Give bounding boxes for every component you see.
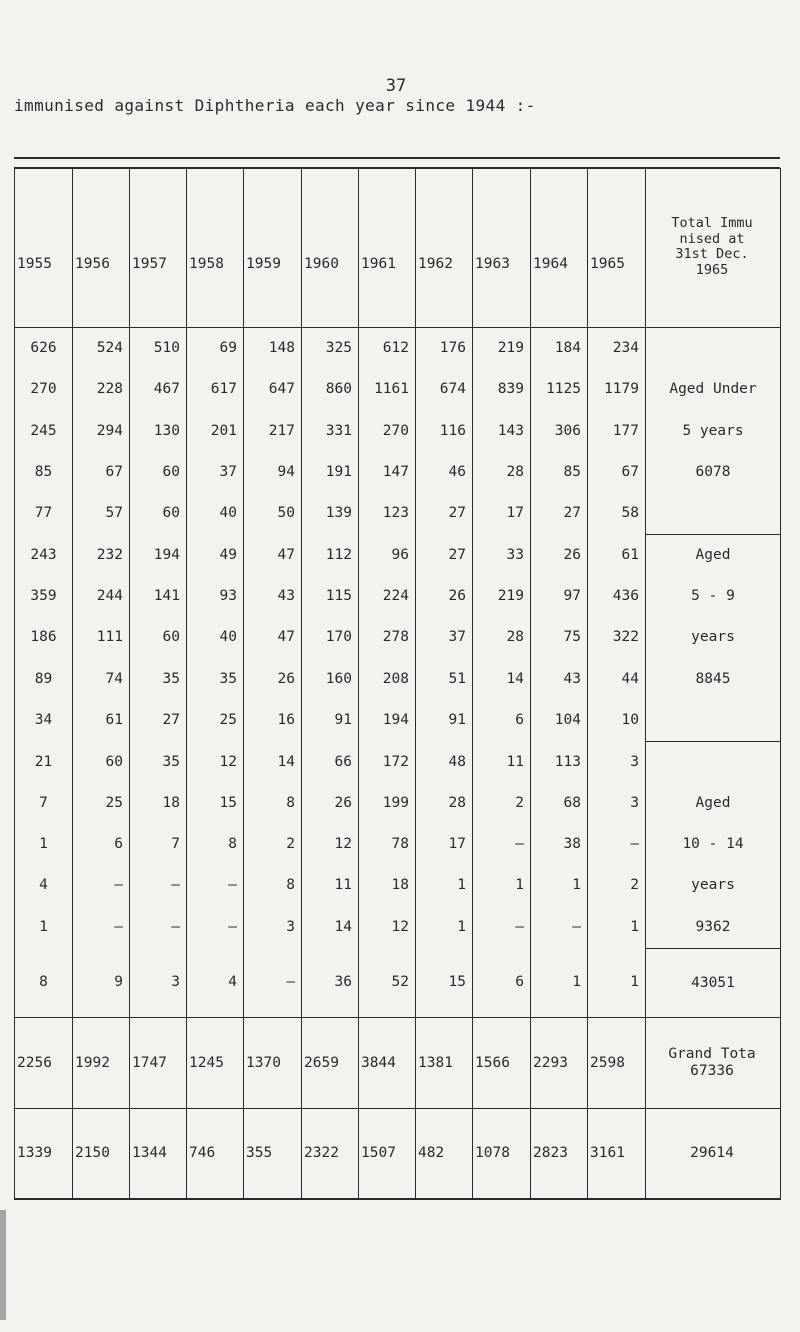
table-cell: – [130, 906, 187, 948]
table-cell: 12 [302, 824, 359, 865]
table-cell: 1 [15, 824, 73, 865]
table-cell: 60 [130, 493, 187, 535]
final-cell: 1507 [359, 1108, 416, 1199]
table-cell: 68 [531, 783, 588, 824]
column-header-year: 1962 [416, 168, 473, 327]
table-cell: 27 [416, 534, 473, 576]
table-cell: 139 [302, 493, 359, 535]
table-cell: 278 [359, 617, 416, 658]
table-cell: 6 [473, 948, 531, 1018]
table-cell: 1 [588, 948, 646, 1018]
table-cell: 245 [15, 410, 73, 451]
column-header-year: 1955 [15, 168, 73, 327]
header-note-line: Total Immu [671, 215, 753, 232]
table-cell: 7 [130, 824, 187, 865]
sum-cell: 1747 [130, 1018, 187, 1108]
table-cell: 10 [588, 699, 646, 741]
table-cell: 839 [473, 369, 531, 410]
table-cell: 67 [73, 451, 130, 492]
table-cell: 8 [244, 783, 302, 824]
table-cell: 36 [302, 948, 359, 1018]
sum-cell: 3844 [359, 1018, 416, 1108]
table-cell: 467 [130, 369, 187, 410]
table-cell: 37 [187, 451, 244, 492]
table-cell: 61 [73, 699, 130, 741]
table-cell: – [73, 865, 130, 906]
table-cell: 49 [187, 534, 244, 576]
table-row [15, 783, 781, 824]
table-cell: 27 [130, 699, 187, 741]
sum-cell: 2598 [588, 1018, 646, 1108]
table-cell: 147 [359, 451, 416, 492]
table-cell: 34 [15, 699, 73, 741]
table-row [15, 327, 781, 369]
table-cell: 232 [73, 534, 130, 576]
table-cell: 27 [416, 493, 473, 535]
table-cell: 4 [15, 865, 73, 906]
age-group-note: years [646, 617, 781, 658]
header-row [15, 168, 781, 327]
table-cell: – [473, 906, 531, 948]
table-cell: 21 [15, 741, 73, 783]
table-cell: 228 [73, 369, 130, 410]
table-cell: 113 [531, 741, 588, 783]
table-cell: 201 [187, 410, 244, 451]
table-row [15, 534, 781, 576]
table-cell: 170 [302, 617, 359, 658]
table-cell: 28 [473, 451, 531, 492]
table-cell: 176 [416, 327, 473, 369]
table-cell: 28 [416, 783, 473, 824]
age-group-note: 8845 [646, 658, 781, 699]
table-cell: 11 [302, 865, 359, 906]
table-cell: 97 [531, 576, 588, 617]
final-cell: 2150 [73, 1108, 130, 1199]
column-header-year: 1959 [244, 168, 302, 327]
sum-cell: 2293 [531, 1018, 588, 1108]
scan-mark [0, 1210, 6, 1320]
age-group-note: 10 - 14 [646, 824, 781, 865]
table-cell: 35 [130, 658, 187, 699]
table-cell: 48 [416, 741, 473, 783]
table-cell: 67 [588, 451, 646, 492]
column-header-year: 1965 [588, 168, 646, 327]
table-cell: 47 [244, 617, 302, 658]
table-cell: 77 [15, 493, 73, 535]
table-cell: 8 [187, 824, 244, 865]
final-cell: 1344 [130, 1108, 187, 1199]
table-cell: 26 [531, 534, 588, 576]
table-cell: 123 [359, 493, 416, 535]
table-cell: 6 [73, 824, 130, 865]
table-cell: 75 [531, 617, 588, 658]
row-total-note: 43051 [646, 948, 781, 1018]
table-cell: 17 [416, 824, 473, 865]
table-cell: 40 [187, 493, 244, 535]
table-cell: 15 [416, 948, 473, 1018]
table-cell: 143 [473, 410, 531, 451]
table-cell: 40 [187, 617, 244, 658]
column-header-year: 1957 [130, 168, 187, 327]
age-group-note [646, 741, 781, 783]
sum-row [15, 1018, 781, 1108]
table-cell: 112 [302, 534, 359, 576]
table-cell: 47 [244, 534, 302, 576]
table-cell: 234 [588, 327, 646, 369]
grand-total-line: 67336 [690, 1062, 734, 1079]
column-header-year: 1960 [302, 168, 359, 327]
age-group-note: Aged [646, 783, 781, 824]
table-cell: 27 [531, 493, 588, 535]
table-cell: 14 [302, 906, 359, 948]
table-cell: 674 [416, 369, 473, 410]
table-cell: – [187, 906, 244, 948]
grand-total-line: Grand Tota [668, 1046, 756, 1063]
table-cell: 111 [73, 617, 130, 658]
age-group-note: 6078 [646, 451, 781, 492]
table-cell: 436 [588, 576, 646, 617]
table-cell: 104 [531, 699, 588, 741]
table-cell: 524 [73, 327, 130, 369]
table-cell: 8 [15, 948, 73, 1018]
table-cell: 243 [15, 534, 73, 576]
table-cell: 74 [73, 658, 130, 699]
table-cell: 141 [130, 576, 187, 617]
table-cell: 57 [73, 493, 130, 535]
table-cell: 510 [130, 327, 187, 369]
table-cell: 25 [187, 699, 244, 741]
table-cell: 85 [15, 451, 73, 492]
age-group-note [646, 493, 781, 535]
table-cell: – [130, 865, 187, 906]
table-cell: 2 [244, 824, 302, 865]
final-cell: 3161 [588, 1108, 646, 1199]
table-cell: 294 [73, 410, 130, 451]
final-cell: 355 [244, 1108, 302, 1199]
table-cell: 91 [416, 699, 473, 741]
table-cell: 186 [15, 617, 73, 658]
sum-cell: 1566 [473, 1018, 531, 1108]
table-cell: 160 [302, 658, 359, 699]
table-cell: 270 [15, 369, 73, 410]
final-total-note: 29614 [646, 1108, 781, 1199]
table-cell: 325 [302, 327, 359, 369]
table-cell: 3 [588, 783, 646, 824]
table-row [15, 741, 781, 783]
table-cell: 44 [588, 658, 646, 699]
sum-cell: 2256 [15, 1018, 73, 1108]
sum-cell: 1370 [244, 1018, 302, 1108]
table-cell: 85 [531, 451, 588, 492]
table-cell: 3 [244, 906, 302, 948]
table-cell: 11 [473, 741, 531, 783]
table-cell: 1 [416, 906, 473, 948]
age-group-note [646, 327, 781, 369]
table-cell: 35 [187, 658, 244, 699]
table-cell: 37 [416, 617, 473, 658]
table-cell: 43 [244, 576, 302, 617]
table-cell: 270 [359, 410, 416, 451]
final-cell: 2823 [531, 1108, 588, 1199]
table-cell: 8 [244, 865, 302, 906]
table-cell: 69 [187, 327, 244, 369]
table-heading: immunised against Diphtheria each year since 1944 :- [14, 96, 536, 115]
table-cell: 612 [359, 327, 416, 369]
age-group-note: 5 years [646, 410, 781, 451]
table-row [15, 410, 781, 451]
sum-cell: 1992 [73, 1018, 130, 1108]
table-cell: 38 [531, 824, 588, 865]
immunisation-table [14, 168, 781, 1200]
table-cell: 3 [588, 741, 646, 783]
table-cell: 1 [15, 906, 73, 948]
table-cell: 18 [130, 783, 187, 824]
table-cell: 219 [473, 576, 531, 617]
column-header-year: 1956 [73, 168, 130, 327]
table-cell: 18 [359, 865, 416, 906]
table-cell: 9 [73, 948, 130, 1018]
table-cell: 93 [187, 576, 244, 617]
table-cell: 116 [416, 410, 473, 451]
table-cell: 2 [588, 865, 646, 906]
table-cell: 3 [130, 948, 187, 1018]
header-note-line: 31st Dec. [675, 246, 749, 263]
table-cell: 16 [244, 699, 302, 741]
table-cell: 1125 [531, 369, 588, 410]
age-group-note: years [646, 865, 781, 906]
table-cell: 860 [302, 369, 359, 410]
table-cell: 2 [473, 783, 531, 824]
table-cell: 60 [73, 741, 130, 783]
column-header-total [646, 168, 781, 327]
table-cell: 89 [15, 658, 73, 699]
table-cell: 35 [130, 741, 187, 783]
table-cell: 7 [15, 783, 73, 824]
header-note-line: 1965 [695, 261, 729, 278]
table-cell: 26 [302, 783, 359, 824]
table-cell: 51 [416, 658, 473, 699]
table-cell: 46 [416, 451, 473, 492]
table-cell: 219 [473, 327, 531, 369]
table-cell: – [244, 948, 302, 1018]
table-cell: 4 [187, 948, 244, 1018]
table-row [15, 576, 781, 617]
table-cell: 78 [359, 824, 416, 865]
table-row [15, 865, 781, 906]
table-cell: 194 [130, 534, 187, 576]
table-cell: 115 [302, 576, 359, 617]
sum-cell: 2659 [302, 1018, 359, 1108]
table-cell: – [531, 906, 588, 948]
table-cell: 96 [359, 534, 416, 576]
table-cell: 12 [359, 906, 416, 948]
table-cell: 1 [473, 865, 531, 906]
page-number: 37 [385, 76, 407, 96]
table-cell: 647 [244, 369, 302, 410]
table-cell: 331 [302, 410, 359, 451]
final-cell: 746 [187, 1108, 244, 1199]
table-row [15, 948, 781, 1018]
sum-cell: 1381 [416, 1018, 473, 1108]
table-cell: 52 [359, 948, 416, 1018]
table-row [15, 658, 781, 699]
table-cell: 322 [588, 617, 646, 658]
column-header-year: 1963 [473, 168, 531, 327]
final-cell: 1078 [473, 1108, 531, 1199]
table-cell: 617 [187, 369, 244, 410]
table-cell: 66 [302, 741, 359, 783]
table-cell: 306 [531, 410, 588, 451]
table-row [15, 617, 781, 658]
table-cell: 359 [15, 576, 73, 617]
table-cell: 1 [416, 865, 473, 906]
table-row [15, 824, 781, 865]
final-cell: 2322 [302, 1108, 359, 1199]
table-cell: 626 [15, 327, 73, 369]
table-cell: 244 [73, 576, 130, 617]
table-cell: 60 [130, 617, 187, 658]
table-cell: 177 [588, 410, 646, 451]
table-row [15, 699, 781, 741]
table-cell: 172 [359, 741, 416, 783]
table-cell: – [73, 906, 130, 948]
sum-cell: 1245 [187, 1018, 244, 1108]
table-cell: 199 [359, 783, 416, 824]
table-row [15, 906, 781, 948]
table-cell: – [588, 824, 646, 865]
table-cell: 1 [531, 948, 588, 1018]
table-cell: 25 [73, 783, 130, 824]
header-note-line: nised at [679, 230, 745, 247]
table-cell: 15 [187, 783, 244, 824]
table-cell: 33 [473, 534, 531, 576]
table-cell: 60 [130, 451, 187, 492]
age-group-note: Aged Under [646, 369, 781, 410]
age-group-note: 9362 [646, 906, 781, 948]
table-cell: 194 [359, 699, 416, 741]
age-group-note: Aged [646, 534, 781, 576]
final-cell: 1339 [15, 1108, 73, 1199]
table-cell: 148 [244, 327, 302, 369]
table-cell: 1 [531, 865, 588, 906]
table-cell: 91 [302, 699, 359, 741]
table-cell: 50 [244, 493, 302, 535]
column-header-year: 1964 [531, 168, 588, 327]
table-cell: 94 [244, 451, 302, 492]
age-group-note: 5 - 9 [646, 576, 781, 617]
table-cell: 184 [531, 327, 588, 369]
table-cell: 1161 [359, 369, 416, 410]
top-double-rule [14, 157, 780, 159]
table-cell: 224 [359, 576, 416, 617]
table-cell: – [187, 865, 244, 906]
table-cell: – [473, 824, 531, 865]
table-row [15, 369, 781, 410]
table-row [15, 451, 781, 492]
table-cell: 17 [473, 493, 531, 535]
table-cell: 208 [359, 658, 416, 699]
table-cell: 12 [187, 741, 244, 783]
table-cell: 191 [302, 451, 359, 492]
table-cell: 61 [588, 534, 646, 576]
table-cell: 26 [416, 576, 473, 617]
age-group-note [646, 699, 781, 741]
grand-total-note [646, 1018, 781, 1108]
table-cell: 130 [130, 410, 187, 451]
table-cell: 26 [244, 658, 302, 699]
column-header-year: 1958 [187, 168, 244, 327]
final-cell: 482 [416, 1108, 473, 1199]
column-header-year: 1961 [359, 168, 416, 327]
table-cell: 43 [531, 658, 588, 699]
table-cell: 217 [244, 410, 302, 451]
table-cell: 14 [473, 658, 531, 699]
table-cell: 1 [588, 906, 646, 948]
table-cell: 14 [244, 741, 302, 783]
table-cell: 28 [473, 617, 531, 658]
table-cell: 6 [473, 699, 531, 741]
final-row [15, 1108, 781, 1199]
table-cell: 58 [588, 493, 646, 535]
table-cell: 1179 [588, 369, 646, 410]
table-row [15, 493, 781, 535]
